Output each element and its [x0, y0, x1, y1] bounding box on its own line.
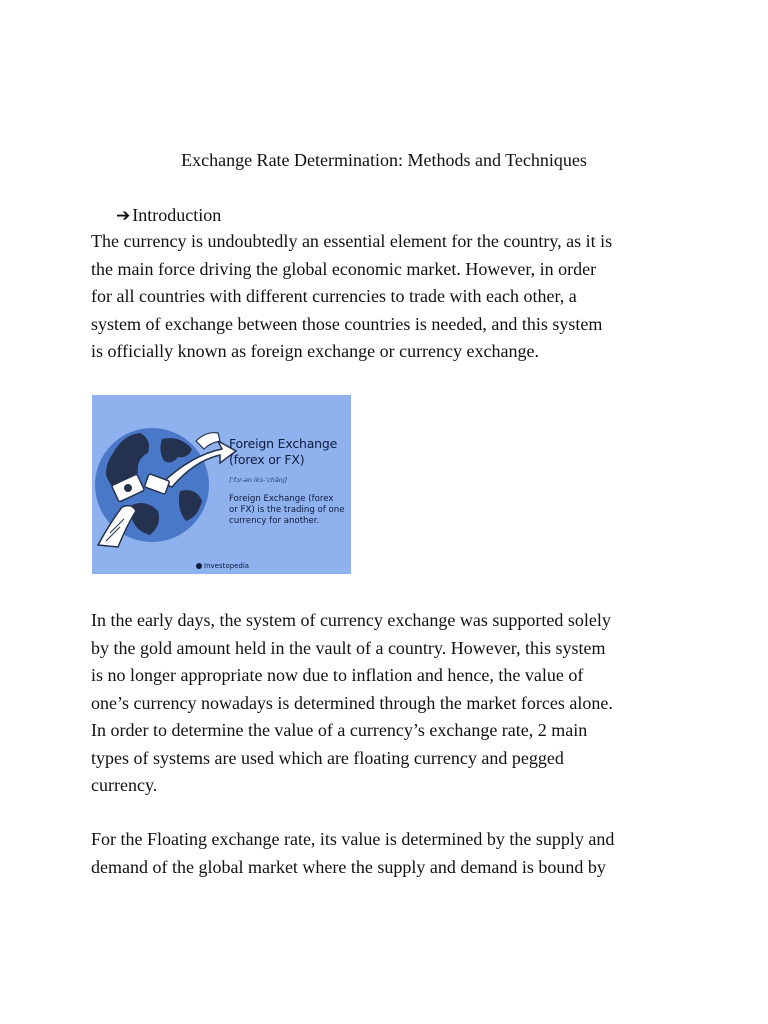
figure-phonetic: [ˈfɔr-ən iks-ˈchānj]	[229, 476, 288, 484]
section-heading-introduction	[116, 204, 221, 227]
paragraph-line: demand of the global market where the supply and demand is bound by	[91, 856, 606, 877]
paragraph-line: In the early days, the system of currency exchange was supported solely	[91, 610, 611, 630]
right-arrow-icon: ➔	[116, 206, 131, 226]
document-title: Exchange Rate Determination: Methods and Techniques	[181, 150, 587, 170]
paragraph-line: is no longer appropriate now due to inflation and hence, the value of	[91, 665, 584, 685]
paragraph-line: The currency is undoubtedly an essential element for the country, as it is	[91, 231, 613, 251]
globe-illustration	[92, 395, 351, 574]
figure-heading-line: Foreign Exchange	[229, 436, 338, 451]
figure-heading-line: (forex or FX)	[229, 452, 305, 467]
paragraph-early-days	[91, 607, 691, 800]
paragraph-line: In order to determine the value of a currency’s exchange rate, 2 main	[91, 720, 588, 740]
figure-definition-line: currency for another.	[229, 515, 320, 526]
figure-definition	[229, 494, 349, 526]
paragraph-line: is officially known as foreign exchange or currency exchange.	[91, 341, 539, 361]
paragraph-line: types of systems are used which are floating currency and pegged	[91, 747, 564, 768]
foreign-exchange-figure	[92, 395, 351, 574]
hand-icon	[196, 433, 220, 449]
paragraph-floating-rate	[91, 826, 691, 881]
investopedia-logo	[196, 562, 249, 570]
investopedia-brand-text: Investopedia	[204, 562, 250, 570]
paragraph-line: for all countries with different currencies to trade with each other, a	[91, 286, 577, 306]
paragraph-line: system of exchange between those countries is needed, and this system	[91, 313, 603, 334]
paragraph-line: one’s currency nowadays is determined through the market forces alone.	[91, 692, 613, 713]
paragraph-line: currency.	[91, 775, 158, 795]
investopedia-mark-icon	[196, 563, 202, 569]
figure-definition-line: Foreign Exchange (forex	[229, 494, 334, 504]
figure-definition-line: or FX) is the trading of one	[229, 504, 345, 515]
paragraph-introduction	[91, 228, 691, 366]
figure-heading	[229, 436, 349, 468]
section-heading-label: Introduction	[132, 205, 222, 225]
paragraph-line: by the gold amount held in the vault of a country. However, this system	[91, 637, 606, 658]
paragraph-line: For the Floating exchange rate, its value is determined by the supply and	[91, 829, 615, 849]
paragraph-line: the main force driving the global economic market. However, in order	[91, 258, 597, 279]
